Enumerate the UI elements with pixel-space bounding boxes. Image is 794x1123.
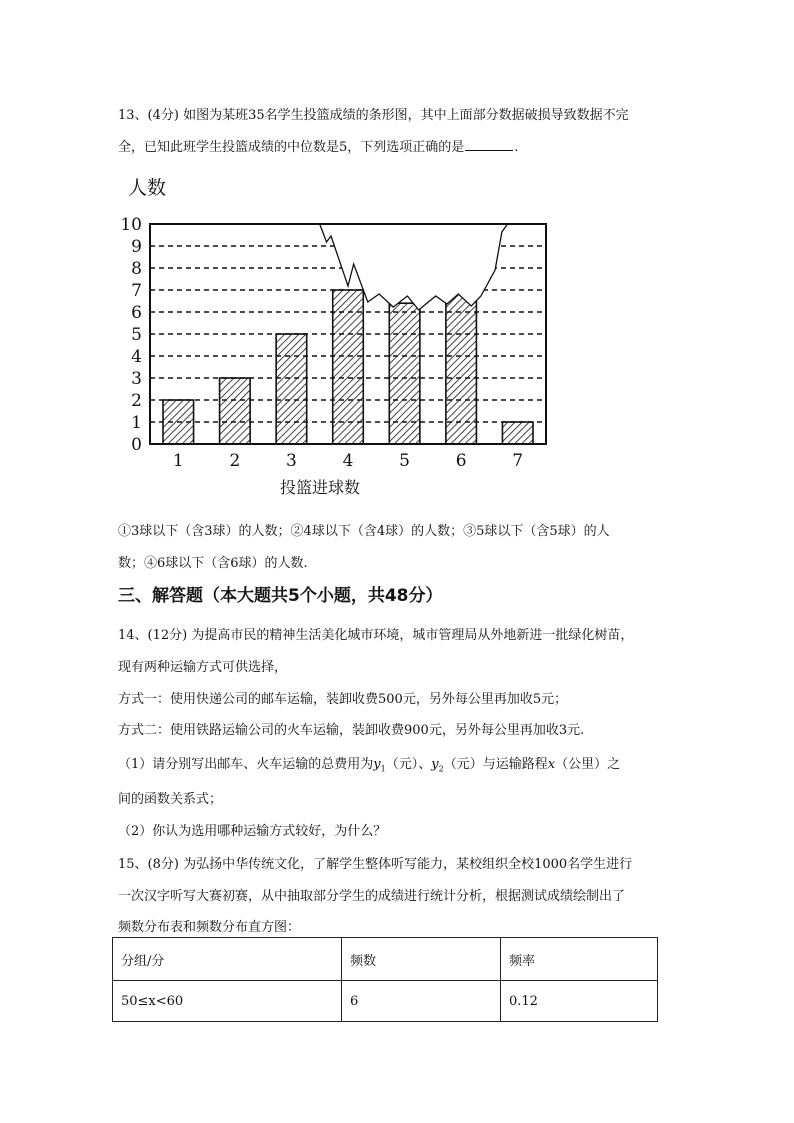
y-tick-label: 6 bbox=[131, 303, 142, 323]
q14-line-6: 间的函数关系式； bbox=[118, 792, 223, 807]
bar-chart bbox=[118, 168, 558, 503]
q13-options-line-2: 数；④6球以下（含6球）的人数. bbox=[118, 556, 308, 571]
bar bbox=[276, 334, 307, 444]
y-ticks bbox=[120, 215, 142, 455]
y-tick-label: 5 bbox=[131, 325, 142, 345]
x-tick-label: 5 bbox=[399, 451, 410, 471]
bar bbox=[389, 303, 420, 444]
x-axis-label: 投篮进球数 bbox=[280, 478, 361, 497]
x-symbol: x bbox=[547, 757, 556, 772]
y-tick-label: 2 bbox=[131, 391, 142, 411]
y2-symbol: y bbox=[431, 757, 439, 772]
y2-subscript: 2 bbox=[438, 764, 444, 774]
q14-line-5-d: （公里）之 bbox=[555, 757, 621, 772]
x-tick-label: 4 bbox=[342, 451, 354, 471]
header-group: 分组/分 bbox=[113, 938, 342, 981]
q13-line-2 bbox=[118, 136, 518, 155]
y-tick-label: 8 bbox=[131, 259, 142, 279]
x-tick-label: 1 bbox=[172, 451, 184, 471]
q14-line-3: 方式一：使用快递公司的邮车运输，装卸收费500元，另外每公里再加收5元； bbox=[118, 692, 568, 707]
q14-line-5 bbox=[118, 753, 620, 774]
y-tick-label: 9 bbox=[131, 237, 142, 257]
y-axis-label: 人数 bbox=[128, 177, 167, 199]
q13-line-2-end: . bbox=[514, 140, 519, 155]
y-tick-label: 10 bbox=[120, 215, 142, 235]
answer-blank bbox=[465, 140, 513, 151]
q15-line-2: 一次汉字听写大赛初赛，从中抽取部分学生的成绩进行统计分析，根据测试成绩绘制出了 bbox=[118, 889, 626, 904]
q14-line-4: 方式二：使用铁路运输公司的火车运输，装卸收费900元，另外每公里再加收3元. bbox=[118, 723, 585, 738]
table-header-row bbox=[113, 938, 658, 981]
q13-line-1: 13、(4分) 如图为某班35名学生投篮成绩的条形图，其中上面部分数据破损导致数据不完 bbox=[118, 108, 629, 123]
y1-subscript: 1 bbox=[380, 764, 386, 774]
q15-line-1: 15、(8分) 为弘扬中华传统文化，了解学生整体听写能力，某校组织全校1000名学生进行 bbox=[118, 857, 633, 872]
y-tick-label: 7 bbox=[131, 281, 142, 301]
q14-line-5-c: （元）与运输路程 bbox=[443, 757, 548, 772]
bars bbox=[163, 290, 533, 444]
q14-line-7: （2）你认为选用哪种运输方式较好，为什么？ bbox=[118, 824, 387, 839]
section-heading: 三、解答题（本大题共5个小题，共48分） bbox=[118, 586, 443, 606]
cell-group: 50≤x<60 bbox=[113, 981, 342, 1022]
x-tick-label: 3 bbox=[286, 451, 297, 471]
y-tick-label: 3 bbox=[131, 369, 142, 389]
q14-line-5-b: （元）、 bbox=[385, 757, 432, 772]
cell-rate: 0.12 bbox=[501, 981, 658, 1022]
bar bbox=[220, 378, 251, 444]
x-ticks bbox=[173, 451, 523, 471]
y1-symbol: y bbox=[373, 757, 381, 772]
table-row bbox=[113, 981, 658, 1022]
y-tick-label: 0 bbox=[131, 435, 142, 455]
header-frequency: 频数 bbox=[342, 938, 501, 981]
bar bbox=[333, 290, 364, 444]
x-tick-label: 6 bbox=[455, 451, 467, 471]
q14-line-1: 14、(12分) 为提高市民的精神生活美化城市环境，城市管理局从外地新进一批绿化树苗， bbox=[118, 628, 634, 643]
bar bbox=[163, 400, 194, 444]
y-tick-label: 4 bbox=[131, 347, 142, 367]
q13-line-2-text: 全，已知此班学生投篮成绩的中位数是5，下列选项正确的是 bbox=[118, 140, 465, 155]
x-tick-label: 2 bbox=[229, 451, 241, 471]
y-tick-label: 1 bbox=[131, 413, 142, 433]
header-rate: 频率 bbox=[501, 938, 658, 981]
cell-frequency: 6 bbox=[342, 981, 501, 1022]
q14-line-5-a: （1）请分别写出邮车、火车运输的总费用为 bbox=[118, 757, 374, 772]
bar bbox=[502, 422, 533, 444]
q15-line-3: 频数分布表和频数分布直方图： bbox=[118, 920, 301, 935]
bar bbox=[446, 290, 477, 444]
q13-options-line-1: ①3球以下（含3球）的人数；②4球以下（含4球）的人数；③5球以下（含5球）的人 bbox=[118, 524, 610, 539]
frequency-table bbox=[112, 937, 658, 1022]
x-tick-label: 7 bbox=[512, 451, 524, 471]
q14-line-2: 现有两种运输方式可供选择， bbox=[118, 660, 288, 675]
